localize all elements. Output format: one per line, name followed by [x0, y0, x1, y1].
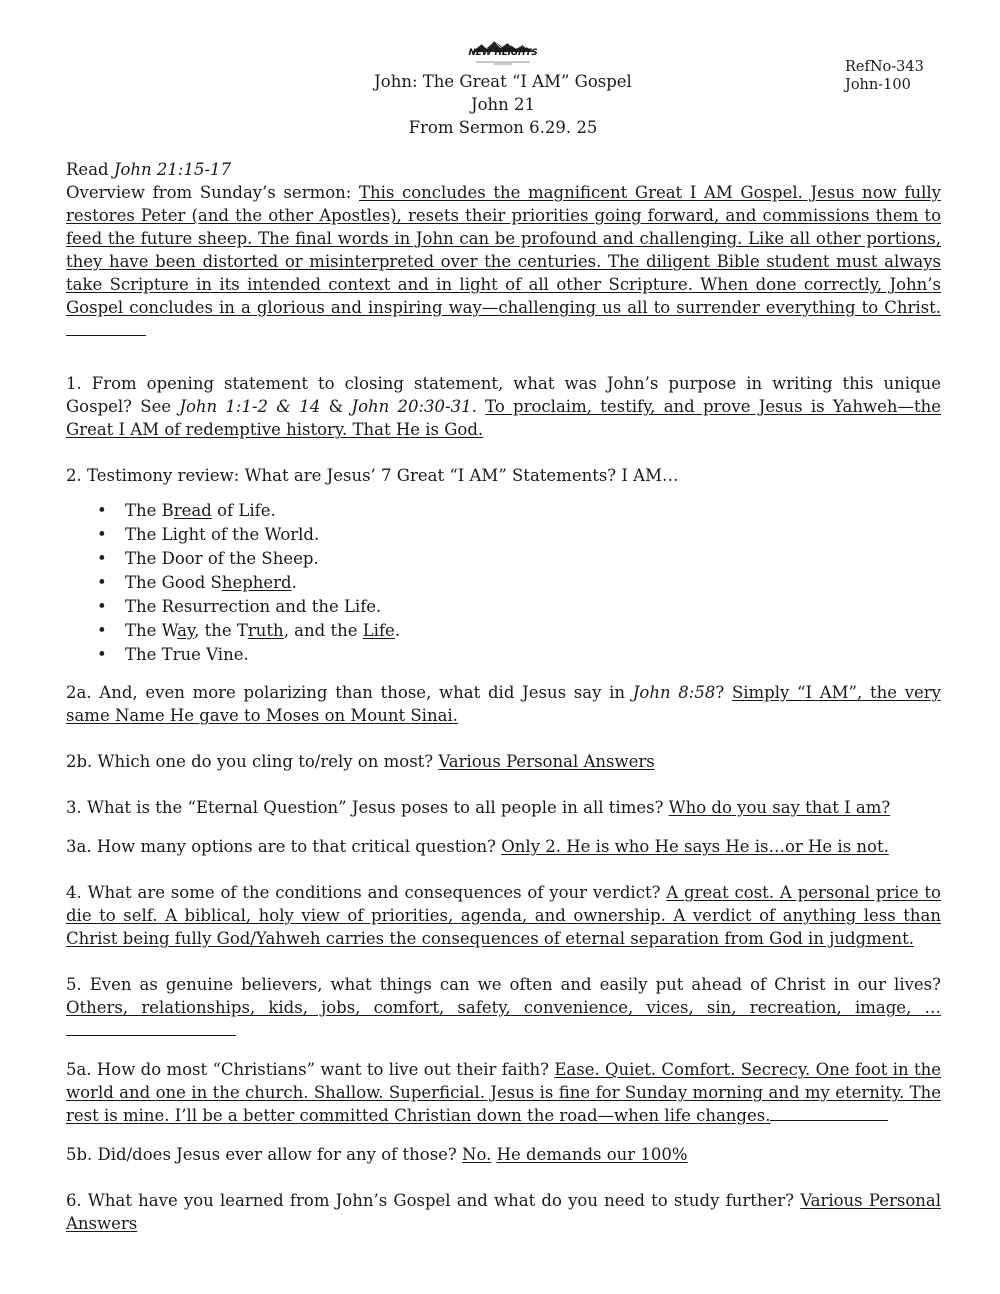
question-1-answer: To proclaim, testify, and prove Jesus is Yahweh—the Great I AM of redemptive history. That He is God. [66, 397, 942, 439]
item-text-end: . [394, 621, 401, 640]
question-1-text: 1. From opening statement to closing statement, what was John’s purpose in writing this unique Gospel? See [66, 374, 941, 416]
question-1 [66, 372, 941, 441]
list-item [97, 523, 941, 547]
reference-numbers [845, 58, 924, 94]
read-label: Read [66, 160, 114, 179]
read-reference: John 21:15-17 [113, 160, 232, 179]
item-text-mid: , the T [194, 621, 248, 640]
i-am-list [66, 499, 941, 667]
item-text-mid: , and the [283, 621, 363, 640]
item-text: The Door of the Sheep. [125, 549, 319, 568]
question-4-text: 4. What are some of the conditions and consequences of your verdict? [66, 883, 667, 902]
bullet-icon: • [97, 549, 107, 568]
list-item [97, 499, 941, 523]
item-answer: hepherd [221, 573, 292, 592]
question-3a-text: 3a. How many options are to that critical question? [66, 837, 502, 856]
question-2a-answer: Simply “I AM”, the very same Name He gave to Moses on Mount Sinai. [66, 683, 941, 725]
item-text: The W [125, 621, 178, 640]
question-1-ref-b: John 20:30-31 [351, 397, 472, 416]
question-6 [66, 1189, 941, 1235]
overview-answer: This concludes the magnificent Great I AM Gospel. Jesus now fully restores Peter (and the other Apostles), resets their priorities going forward, and commissions them to feed the future sheep. The final words in John can be profound and challenging. Like all other portions, they have been distorted or misinterpreted over the centuries. The diligent Bible student must always take Scripture in its intended context and in light of all other Scripture. When done correctly, John’s Gospel concludes in a glorious and inspiring way—challenging us all to surrender everything to Christ. [66, 183, 941, 317]
bullet-icon: • [97, 621, 107, 640]
item-answer: Life [362, 621, 395, 640]
question-5b-answer-a: No. [462, 1145, 492, 1164]
bullet-icon: • [97, 645, 107, 664]
item-answer: read [173, 501, 212, 520]
question-5b [66, 1143, 941, 1166]
bullet-icon: • [97, 525, 107, 544]
item-text: The True Vine. [125, 645, 249, 664]
logo-text: NEW HEIGHTS [468, 48, 538, 58]
item-text: The Light of the World. [125, 525, 320, 544]
question-5b-text: 5b. Did/does Jesus ever allow for any of those? [66, 1145, 463, 1164]
question-5a-text: 5a. How do most “Christians” want to live out their faith? [66, 1060, 555, 1079]
question-3-text: 3. What is the “Eternal Question” Jesus poses to all people in all times? [66, 798, 669, 817]
overview-paragraph [66, 181, 941, 342]
question-6-answer: Various Personal Answers [66, 1191, 941, 1233]
item-text: The B [125, 501, 174, 520]
ampersand: & [320, 397, 352, 416]
question-5b-answer-b: He demands our 100% [496, 1145, 688, 1164]
item-answer: ay [177, 621, 195, 640]
question-2a-ref: John 8:58 [632, 683, 716, 702]
question-5a-answer: Ease. Quiet. Comfort. Secrecy. One foot in the world and one in the church. Shallow. Superficial. Jesus is fine for Sunday morning and my eternity. The rest is mine. I’ll be a better committed Christian down the road—when life changes. [66, 1060, 941, 1125]
item-text-end: of Life. [211, 501, 276, 520]
question-mark: ? [715, 683, 732, 702]
bullet-icon: • [97, 597, 107, 616]
answer-blank-line [66, 321, 146, 336]
question-6-text: 6. What have you learned from John’s Gospel and what do you need to study further? [66, 1191, 801, 1210]
question-1-ref-a: John 1:1-2 & 14 [179, 397, 321, 416]
period: . [471, 397, 486, 416]
question-5a [66, 1058, 941, 1127]
question-5 [66, 973, 941, 1042]
item-answer: ruth [247, 621, 284, 640]
document-sermon-date: From Sermon 6.29. 25 [408, 118, 598, 137]
item-text: The Good S [125, 573, 222, 592]
document-title: John: The Great “I AM” Gospel [374, 72, 632, 91]
question-2a [66, 681, 941, 727]
answer-blank-line [770, 1106, 888, 1121]
question-3a [66, 835, 941, 858]
item-text-end: . [291, 573, 297, 592]
read-line [66, 158, 941, 181]
document-chapter: John 21 [470, 95, 536, 114]
question-2b [66, 750, 941, 773]
question-4-answer: A great cost. A personal price to die to self. A biblical, holy view of priorities, agenda, and ownership. A verdict of anything less than Christ being fully God/Yahweh carries the consequences of eternal separation from God in judgment. [66, 883, 941, 948]
question-5-answer: Others, relationships, kids, jobs, comfort, safety, convenience, vices, sin, recreation, image, … [66, 998, 941, 1017]
list-item [97, 571, 941, 595]
list-item [97, 595, 941, 619]
church-logo [468, 40, 538, 66]
question-5-text: 5. Even as genuine believers, what things can we often and easily put ahead of Christ in our lives? [66, 975, 941, 994]
question-2a-text: 2a. And, even more polarizing than those, what did Jesus say in [66, 683, 633, 702]
question-4 [66, 881, 941, 950]
question-2b-text: 2b. Which one do you cling to/rely on most? [66, 752, 439, 771]
list-item [97, 619, 941, 643]
question-3 [66, 796, 941, 819]
document-header [300, 70, 706, 139]
bullet-icon: • [97, 501, 107, 520]
list-item [97, 643, 941, 667]
question-2: 2. Testimony review: What are Jesus’ 7 Great “I AM” Statements? I AM… [66, 466, 679, 485]
ref-code: John-100 [845, 77, 911, 93]
overview-label: Overview from Sunday’s sermon: [66, 183, 359, 202]
ref-number: RefNo-343 [845, 59, 924, 75]
question-3a-answer: Only 2. He is who He says He is…or He is not. [501, 837, 889, 856]
question-2b-answer: Various Personal Answers [438, 752, 655, 771]
bullet-icon: • [97, 573, 107, 592]
list-item [97, 547, 941, 571]
worksheet-content [66, 158, 941, 1235]
answer-blank-line [66, 1021, 236, 1036]
item-text: The Resurrection and the Life. [125, 597, 382, 616]
question-3-answer: Who do you say that I am? [668, 798, 891, 817]
